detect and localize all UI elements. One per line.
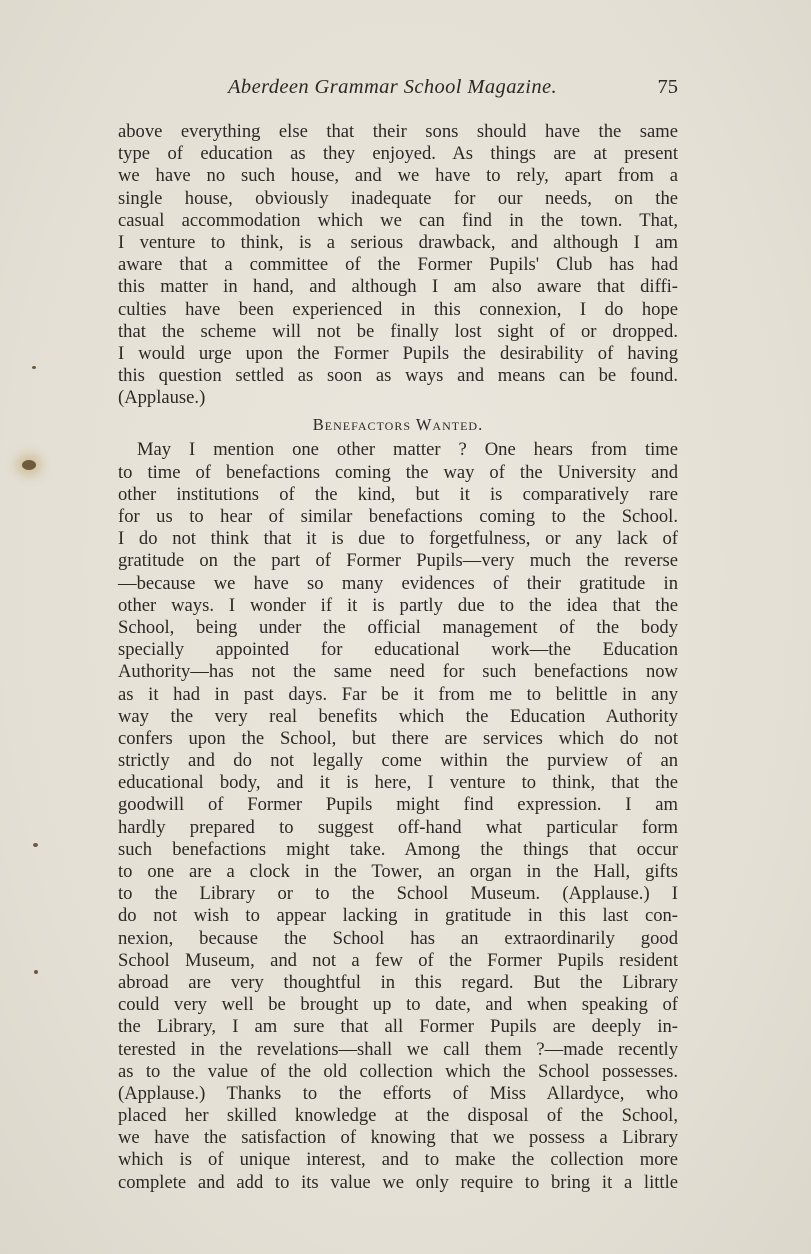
text-line: (Applause.) — [118, 387, 206, 409]
running-title: Aberdeen Grammar School Magazine. — [228, 76, 557, 98]
text-line: I venture to think, is a serious drawback, and although I am — [118, 231, 678, 253]
text-line: complete and add to its value we only require to bring it a little — [118, 1171, 678, 1193]
text-line: strictly and do not legally come within the purview of an — [118, 750, 678, 772]
text-line: casual accommodation which we can find in the town. That, — [118, 209, 678, 231]
text-line: specially appointed for educational work—the Education — [118, 639, 678, 661]
text-line: we have the satisfaction of knowing that we possess a Library — [118, 1127, 678, 1149]
text-line: terested in the revelations—shall we call them ?—made recently — [118, 1038, 678, 1060]
paragraph — [118, 121, 678, 409]
text-line: (Applause.) Thanks to the efforts of Miss Allardyce, who — [118, 1082, 678, 1104]
text-line: gratitude on the part of Former Pupils—very much the reverse — [118, 550, 678, 572]
text-line: do not wish to appear lacking in gratitude in this last con- — [118, 905, 678, 927]
text-line: to one are a clock in the Tower, an organ in the Hall, gifts — [118, 861, 678, 882]
text-line: the Library, I am sure that all Former Pupils are deeply in- — [118, 1016, 678, 1038]
text-line: —because we have so many evidences of their gratitude in — [118, 572, 678, 594]
text-line: that the scheme will not be finally lost sight of or dropped. — [118, 320, 678, 342]
text-line: we have no such house, and we have to rely, apart from a — [118, 165, 678, 187]
ink-speck — [33, 843, 38, 847]
text-line: could very well be brought up to date, and when speaking of — [118, 994, 678, 1016]
text-line: School Museum, and not a few of the Former Pupils resident — [118, 949, 678, 971]
text-line: such benefactions might take. Among the things that occur — [118, 838, 678, 860]
text-line: confers upon the School, but there are services which do not — [118, 727, 678, 749]
text-line: May I mention one other matter ? One hears from time — [137, 439, 678, 461]
section-heading: Benefactors Wanted. — [312, 415, 484, 435]
text-line: as to the value of the old collection which the School possesses. — [118, 1060, 678, 1082]
body-text — [118, 121, 678, 1194]
text-line: educational body, and it is here, I venture to think, that the — [118, 772, 678, 794]
text-line: to time of benefactions coming the way of the University and — [118, 461, 678, 483]
text-line: for us to hear of similar benefactions coming to the School. — [118, 506, 678, 527]
ink-speck — [32, 366, 36, 369]
text-line: as it had in past days. Far be it from me to belittle in any — [118, 683, 678, 705]
text-line: this matter in hand, and although I am also aware that diffi- — [118, 276, 678, 298]
text-line: single house, obviously inadequate for our needs, on the — [118, 187, 678, 209]
text-line: other ways. I wonder if it is partly due to the idea that the — [118, 594, 678, 616]
text-line: type of education as they enjoyed. As things are at present — [118, 143, 678, 165]
text-line: nexion, because the School has an extraordinarily good — [118, 927, 678, 949]
paragraph — [118, 439, 678, 1193]
text-line: other institutions of the kind, but it is comparatively rare — [118, 483, 678, 505]
text-line: above everything else that their sons should have the same — [118, 121, 678, 142]
text-line: this question settled as soon as ways and means can be found. — [118, 365, 678, 387]
text-line: which is of unique interest, and to make the collection more — [118, 1149, 678, 1171]
text-line: aware that a committee of the Former Pupils' Club has had — [118, 254, 678, 276]
ink-speck — [34, 970, 38, 974]
text-line: abroad are very thoughtful in this regard. But the Library — [118, 971, 678, 993]
text-line: to the Library or to the School Museum. (Applause.) I — [118, 883, 678, 905]
text-line: way the very real benefits which the Education Authority — [118, 705, 678, 727]
text-line: I do not think that it is due to forgetfulness, or any lack of — [118, 528, 678, 550]
text-line: placed her skilled knowledge at the disposal of the School, — [118, 1105, 678, 1127]
text-line: Authority—has not the same need for such benefactions now — [118, 661, 678, 683]
text-line: culties have been experienced in this connexion, I do hope — [118, 298, 678, 320]
text-line: goodwill of Former Pupils might find expression. I am — [118, 794, 678, 816]
page-number: 75 — [657, 76, 678, 98]
text-line: I would urge upon the Former Pupils the desirability of having — [118, 342, 678, 364]
text-line: hardly prepared to suggest off-hand what particular form — [118, 816, 678, 838]
page-header — [118, 76, 678, 106]
ink-blot — [22, 460, 36, 470]
text-line: School, being under the official management of the body — [118, 616, 678, 638]
